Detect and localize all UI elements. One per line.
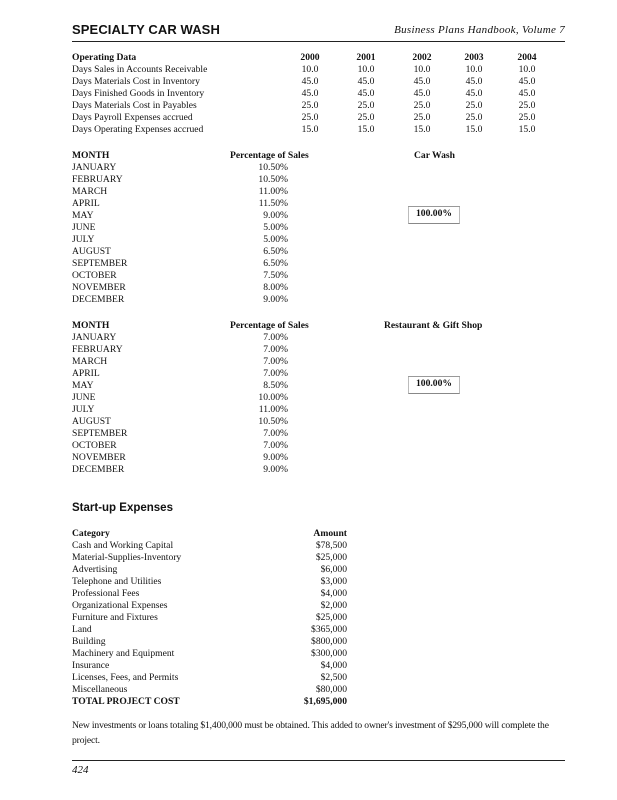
metric-value: 25.0 xyxy=(413,112,431,123)
month-row xyxy=(72,210,372,222)
metric-value: 25.0 xyxy=(518,112,536,123)
metric-value: 10.0 xyxy=(518,64,536,75)
expense-category: Land xyxy=(72,624,92,635)
month-percentage: 7.00% xyxy=(263,344,288,355)
year-header: 2003 xyxy=(464,52,484,63)
expense-amount: $4,000 xyxy=(320,660,347,671)
month-label: JULY xyxy=(72,234,95,245)
operating-data-row xyxy=(72,76,572,88)
month-row xyxy=(72,222,372,234)
month-label: MARCH xyxy=(72,186,108,197)
operating-data-row xyxy=(72,88,572,100)
page-header xyxy=(72,22,565,42)
month-row xyxy=(72,234,372,246)
total-label: TOTAL PROJECT COST xyxy=(72,696,180,707)
expense-amount: $800,000 xyxy=(311,636,347,647)
month-row xyxy=(72,294,372,306)
month-percentage: 10.00% xyxy=(258,392,288,403)
expense-row xyxy=(72,576,392,588)
month-row xyxy=(72,428,372,440)
expense-amount: $25,000 xyxy=(315,552,347,563)
metric-value: 45.0 xyxy=(465,88,483,99)
expense-category: Cash and Working Capital xyxy=(72,540,174,551)
expense-row xyxy=(72,552,392,564)
metric-value: 15.0 xyxy=(413,124,431,135)
metric-value: 45.0 xyxy=(518,88,536,99)
month-label: DECEMBER xyxy=(72,464,125,475)
expense-category: Furniture and Fixtures xyxy=(72,612,158,623)
metric-value: 45.0 xyxy=(465,76,483,87)
expense-row xyxy=(72,600,392,612)
metric-value: 45.0 xyxy=(518,76,536,87)
month-row xyxy=(72,186,372,198)
car-wash-total-box: 100.00% xyxy=(408,207,460,224)
month-row xyxy=(72,344,372,356)
operating-data-row xyxy=(72,64,572,76)
category-column-header: Category xyxy=(72,528,110,539)
expense-row xyxy=(72,588,392,600)
month-row xyxy=(72,464,372,476)
month-percentage: 7.00% xyxy=(263,332,288,343)
month-label: FEBRUARY xyxy=(72,344,123,355)
metric-value: 25.0 xyxy=(465,100,483,111)
restaurant-header-row xyxy=(72,320,572,332)
metric-value: 25.0 xyxy=(357,112,375,123)
metric-value: 45.0 xyxy=(357,88,375,99)
expense-category: Organizational Expenses xyxy=(72,600,168,611)
month-label: SEPTEMBER xyxy=(72,428,128,439)
expense-category: Professional Fees xyxy=(72,588,140,599)
metric-label: Days Materials Cost in Inventory xyxy=(72,76,200,87)
metric-value: 45.0 xyxy=(301,88,319,99)
metric-label: Days Payroll Expenses accrued xyxy=(72,112,193,123)
month-label: JUNE xyxy=(72,222,96,233)
expense-row xyxy=(72,660,392,672)
month-label: SEPTEMBER xyxy=(72,258,128,269)
month-percentage: 11.00% xyxy=(258,404,288,415)
metric-value: 45.0 xyxy=(301,76,319,87)
metric-value: 45.0 xyxy=(413,88,431,99)
expense-row xyxy=(72,648,392,660)
month-label: AUGUST xyxy=(72,246,111,257)
expense-category: Advertising xyxy=(72,564,118,575)
restaurant-column-header: Restaurant & Gift Shop xyxy=(384,320,483,331)
percentage-column-header: Percentage of Sales xyxy=(230,320,309,331)
operating-data-heading: Operating Data xyxy=(72,52,137,63)
month-percentage: 5.00% xyxy=(263,234,288,245)
month-percentage: 9.00% xyxy=(263,464,288,475)
expense-category: Building xyxy=(72,636,106,647)
expense-amount: $2,500 xyxy=(320,672,347,683)
month-row xyxy=(72,380,372,392)
month-percentage: 10.50% xyxy=(258,162,288,173)
expense-amount: $80,000 xyxy=(315,684,347,695)
month-label: OCTOBER xyxy=(72,270,117,281)
page-title: SPECIALTY CAR WASH xyxy=(72,22,220,37)
expense-row xyxy=(72,636,392,648)
month-percentage: 10.50% xyxy=(258,416,288,427)
metric-label: Days Operating Expenses accrued xyxy=(72,124,204,135)
month-percentage: 7.00% xyxy=(263,356,288,367)
operating-data-row xyxy=(72,100,572,112)
month-row xyxy=(72,392,372,404)
metric-value: 15.0 xyxy=(357,124,375,135)
restaurant-total-box: 100.00% xyxy=(408,377,460,394)
month-label: MARCH xyxy=(72,356,108,367)
expense-row xyxy=(72,684,392,696)
month-percentage: 11.00% xyxy=(258,186,288,197)
month-label: AUGUST xyxy=(72,416,111,427)
month-percentage: 8.00% xyxy=(263,282,288,293)
month-row xyxy=(72,282,372,294)
expense-amount: $25,000 xyxy=(315,612,347,623)
expense-amount: $2,000 xyxy=(320,600,347,611)
metric-value: 25.0 xyxy=(357,100,375,111)
total-amount: $1,695,000 xyxy=(303,696,347,707)
startup-total-row xyxy=(72,696,392,708)
metric-value: 10.0 xyxy=(301,64,319,75)
month-percentage: 6.50% xyxy=(263,246,288,257)
footer-rule xyxy=(72,760,565,761)
metric-value: 25.0 xyxy=(413,100,431,111)
metric-label: Days Finished Goods in Inventory xyxy=(72,88,205,99)
metric-value: 25.0 xyxy=(301,112,319,123)
expense-row xyxy=(72,540,392,552)
month-label: OCTOBER xyxy=(72,440,117,451)
month-row xyxy=(72,246,372,258)
month-percentage: 8.50% xyxy=(263,380,288,391)
metric-value: 10.0 xyxy=(357,64,375,75)
metric-value: 15.0 xyxy=(465,124,483,135)
month-percentage: 5.00% xyxy=(263,222,288,233)
month-row xyxy=(72,162,372,174)
month-label: NOVEMBER xyxy=(72,282,126,293)
car-wash-column-header: Car Wash xyxy=(414,150,455,161)
month-label: JULY xyxy=(72,404,95,415)
operating-data-row xyxy=(72,112,572,124)
month-column-header: MONTH xyxy=(72,150,110,161)
year-header: 2000 xyxy=(300,52,320,63)
month-row xyxy=(72,258,372,270)
funding-note: New investments or loans totaling $1,400,000 must be obtained. This added to owner's investment of $295,000 will complete the project. xyxy=(72,720,549,746)
month-row xyxy=(72,174,372,186)
month-percentage: 9.00% xyxy=(263,452,288,463)
expense-amount: $300,000 xyxy=(311,648,347,659)
expense-amount: $78,500 xyxy=(315,540,347,551)
month-row xyxy=(72,356,372,368)
month-percentage: 7.00% xyxy=(263,428,288,439)
operating-data-table xyxy=(72,52,572,142)
expense-amount: $4,000 xyxy=(320,588,347,599)
book-title: Business Plans Handbook, Volume 7 xyxy=(394,24,565,36)
month-label: APRIL xyxy=(72,368,100,379)
month-percentage: 9.00% xyxy=(263,294,288,305)
expense-amount: $365,000 xyxy=(311,624,347,635)
metric-value: 25.0 xyxy=(465,112,483,123)
expense-row xyxy=(72,612,392,624)
expense-category: Licenses, Fees, and Permits xyxy=(72,672,179,683)
percentage-column-header: Percentage of Sales xyxy=(230,150,309,161)
metric-value: 45.0 xyxy=(413,76,431,87)
metric-value: 25.0 xyxy=(301,100,319,111)
metric-value: 15.0 xyxy=(518,124,536,135)
expense-amount: $3,000 xyxy=(320,576,347,587)
operating-data-header-row xyxy=(72,52,572,64)
expense-amount: $6,000 xyxy=(320,564,347,575)
month-percentage: 6.50% xyxy=(263,258,288,269)
expense-row xyxy=(72,672,392,684)
expense-category: Machinery and Equipment xyxy=(72,648,175,659)
header-rule xyxy=(72,41,565,42)
month-label: MAY xyxy=(72,210,94,221)
page-number: 424 xyxy=(72,764,89,776)
metric-value: 25.0 xyxy=(518,100,536,111)
month-label: NOVEMBER xyxy=(72,452,126,463)
expense-row xyxy=(72,564,392,576)
expense-row xyxy=(72,624,392,636)
month-label: MAY xyxy=(72,380,94,391)
month-label: JUNE xyxy=(72,392,96,403)
operating-data-row xyxy=(72,124,572,136)
month-percentage: 9.00% xyxy=(263,210,288,221)
year-header: 2001 xyxy=(356,52,376,63)
startup-header-row xyxy=(72,528,392,540)
expense-category: Miscellaneous xyxy=(72,684,128,695)
month-row xyxy=(72,368,372,380)
month-row xyxy=(72,440,372,452)
month-percentage: 10.50% xyxy=(258,174,288,185)
month-label: APRIL xyxy=(72,198,100,209)
month-column-header: MONTH xyxy=(72,320,110,331)
metric-value: 15.0 xyxy=(301,124,319,135)
month-label: JANUARY xyxy=(72,332,117,343)
month-percentage: 7.00% xyxy=(263,368,288,379)
expense-category: Material-Supplies-Inventory xyxy=(72,552,182,563)
month-percentage: 11.50% xyxy=(258,198,288,209)
expense-category: Telephone and Utilities xyxy=(72,576,162,587)
month-label: DECEMBER xyxy=(72,294,125,305)
year-header: 2004 xyxy=(517,52,537,63)
amount-column-header: Amount xyxy=(313,528,347,539)
month-label: FEBRUARY xyxy=(72,174,123,185)
month-percentage: 7.50% xyxy=(263,270,288,281)
month-row xyxy=(72,198,372,210)
month-row xyxy=(72,452,372,464)
month-row xyxy=(72,416,372,428)
expense-category: Insurance xyxy=(72,660,110,671)
metric-label: Days Materials Cost in Payables xyxy=(72,100,197,111)
metric-value: 10.0 xyxy=(413,64,431,75)
startup-section-title: Start-up Expenses xyxy=(72,502,173,514)
month-row xyxy=(72,332,372,344)
month-percentage: 7.00% xyxy=(263,440,288,451)
car-wash-header-row xyxy=(72,150,572,162)
metric-value: 45.0 xyxy=(357,76,375,87)
year-header: 2002 xyxy=(412,52,432,63)
metric-value: 10.0 xyxy=(465,64,483,75)
month-label: JANUARY xyxy=(72,162,117,173)
metric-label: Days Sales in Accounts Receivable xyxy=(72,64,208,75)
month-row xyxy=(72,404,372,416)
month-row xyxy=(72,270,372,282)
